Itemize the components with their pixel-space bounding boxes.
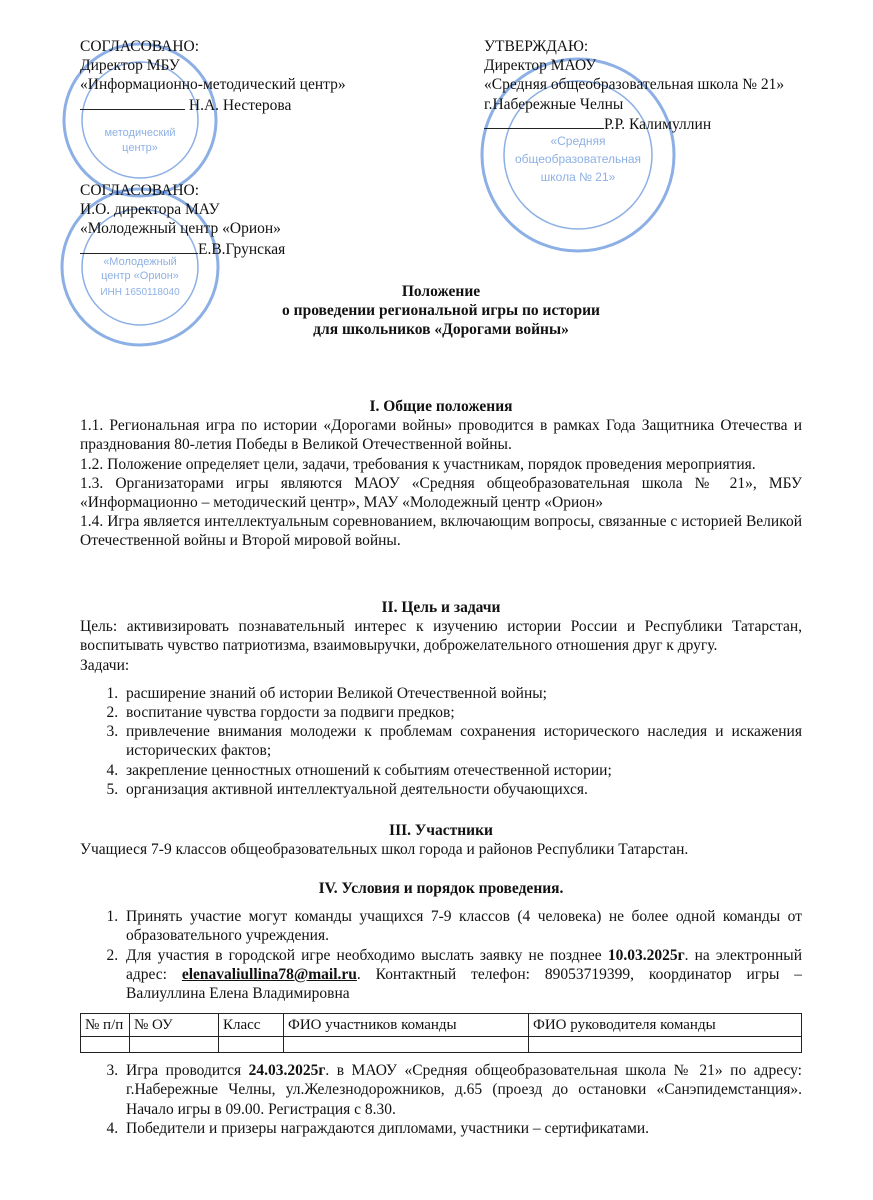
table-cell — [130, 1037, 219, 1053]
paragraph: 1.2. Положение определяет цели, задачи, требования к участникам, порядок проведения мероприятия. — [80, 455, 756, 473]
list-item: 1. расширение знаний об истории Великой Отечественной войны; — [122, 684, 802, 703]
svg-text:«Средняя: «Средняя — [550, 134, 606, 148]
svg-text:ИНН 1650118040: ИНН 1650118040 — [100, 287, 180, 298]
table-header-row — [81, 1014, 802, 1037]
table-header: № ОУ — [130, 1014, 219, 1037]
list-item: 5. организация активной интеллектуальной деятельности обучающихся. — [122, 780, 802, 799]
section-heading: II. Цель и задачи — [381, 599, 501, 616]
application-table — [80, 1013, 802, 1053]
signature — [80, 239, 198, 254]
approval-left-orion — [80, 181, 285, 259]
tasks-label: Задачи: — [80, 656, 130, 674]
conditions-list-continued — [80, 1061, 802, 1138]
approval-title: СОГЛАСОВАНО: — [80, 182, 200, 199]
approval-signature-line — [80, 239, 285, 259]
approval-title: СОГЛАСОВАНО: — [80, 38, 200, 55]
table-header: ФИО участников команды — [284, 1014, 529, 1037]
signature — [80, 95, 185, 110]
title-line: о проведении региональной игры по истории — [282, 302, 600, 320]
approval-right-school — [484, 37, 784, 134]
paragraph: 1.1. Региональная игра по истории «Дорогами войны» проводится в рамках Года Защитника Отечества и празднования 80-летия Победы в Великой Отечественной войны. — [80, 417, 802, 454]
title-line: Положение — [401, 283, 481, 300]
table-header: ФИО руководителя команды — [529, 1014, 802, 1037]
paragraph: 1.4. Игра является интеллектуальным соревнованием, включающим вопросы, связанные с историей Великой Отечественной войны и Второй мировой войны. — [80, 513, 802, 550]
approval-city: г.Набережные Челны — [484, 95, 624, 113]
approval-signature-line — [80, 95, 346, 115]
document-title — [80, 282, 802, 340]
conditions-list — [80, 907, 802, 1003]
section-goals — [80, 598, 802, 799]
approval-position: Директор МАОУ — [484, 57, 597, 75]
list-item — [122, 946, 802, 1004]
approval-org: «Молодежный центр «Орион» — [80, 220, 281, 238]
text: . на электронный адрес: — [126, 946, 802, 983]
text: Игра проводится — [126, 1062, 249, 1080]
section-conditions — [80, 879, 802, 1138]
list-item: 4. Победители и призеры награждаются дипломами, участники – сертификатами. — [122, 1119, 802, 1138]
approval-position: Директор МБУ — [80, 57, 180, 75]
deadline-date: 10.03.2025г — [607, 946, 685, 964]
event-date: 24.03.2025г — [248, 1062, 326, 1080]
approval-title: УТВЕРЖДАЮ: — [484, 38, 589, 55]
approval-signer: Н.А. Нестерова — [188, 96, 292, 114]
svg-text:методический: методический — [104, 127, 176, 139]
text: Для участия в городской игре необходимо выслать заявку не позднее — [126, 946, 608, 964]
approval-org: «Информационно-методический центр» — [80, 76, 346, 94]
table-cell — [219, 1037, 284, 1053]
list-item — [122, 1061, 802, 1119]
section-heading: III. Участники — [389, 822, 493, 839]
paragraph: 1.3. Организаторами игры являются МАОУ «Средняя общеобразовательная школа № 21», МБУ «Информационно – методический центр», МАУ «Молодежный центр «Орион» — [80, 474, 802, 512]
section-heading: I. Общие положения — [369, 398, 513, 415]
svg-text:общеобразовательная: общеобразовательная — [514, 152, 642, 166]
svg-text:школа № 21»: школа № 21» — [540, 170, 616, 184]
approval-org: «Средняя общеобразовательная школа № 21» — [484, 76, 785, 94]
table-cell — [529, 1037, 802, 1053]
table-row — [81, 1037, 802, 1053]
paragraph: Учащиеся 7-9 классов общеобразовательных школ города и районов Республики Татарстан. — [80, 841, 689, 859]
title-line: для школьников «Дорогами войны» — [313, 321, 569, 339]
table-cell — [81, 1037, 130, 1053]
table-cell — [284, 1037, 529, 1053]
goal-text: Цель: активизировать познавательный интерес к изучению истории России и Республики Татарстан, воспитывать чувство патриотизма, взаимовыручки, доброжелательного отношения друг к другу. — [80, 618, 802, 655]
table-header: № п/п — [81, 1014, 130, 1037]
approval-signature-line — [484, 114, 784, 134]
text: . в МАОУ «Средняя общеобразовательная школа № 21» по адресу: г.Набережные Челны, ул.Железнодорожников, д.65 (проезд до остановки «Санэпидемстанция». Начало игры в 09.00. Регистрация с 8.30. — [126, 1062, 802, 1118]
approval-left-imc — [80, 37, 346, 115]
signature — [484, 114, 604, 129]
list-item: 1. Принять участие могут команды учащихся 7-9 классов (4 человека) не более одной команды от образовательного учреждения. — [122, 907, 802, 945]
svg-text:центр «Орион»: центр «Орион» — [101, 270, 179, 282]
section-general — [80, 397, 802, 551]
list-item: 2. воспитание чувства гордости за подвиги предков; — [122, 703, 802, 722]
approval-signer: Р.Р. Калимуллин — [604, 115, 712, 133]
table-header: Класс — [219, 1014, 284, 1037]
list-item: 4. закрепление ценностных отношений к событиям отечественной истории; — [122, 761, 802, 780]
approval-signer: Е.В.Грунская — [198, 240, 286, 258]
email-link[interactable]: elenavaliullina78@mail.ru — [181, 965, 357, 983]
section-participants — [80, 821, 802, 859]
tasks-list — [80, 684, 802, 799]
approval-position: И.О. директора МАУ — [80, 201, 220, 219]
svg-text:«Молодежный: «Молодежный — [103, 256, 177, 268]
svg-text:центр»: центр» — [122, 142, 158, 154]
text: . Контактный телефон: 89053719399, координатор игры – Валиуллина Елена Владимировна — [126, 965, 802, 1003]
list-item: 3. привлечение внимания молодежи к проблемам сохранения исторического наследия и искажения исторических фактов; — [122, 722, 802, 760]
section-heading: IV. Условия и порядок проведения. — [318, 880, 564, 897]
